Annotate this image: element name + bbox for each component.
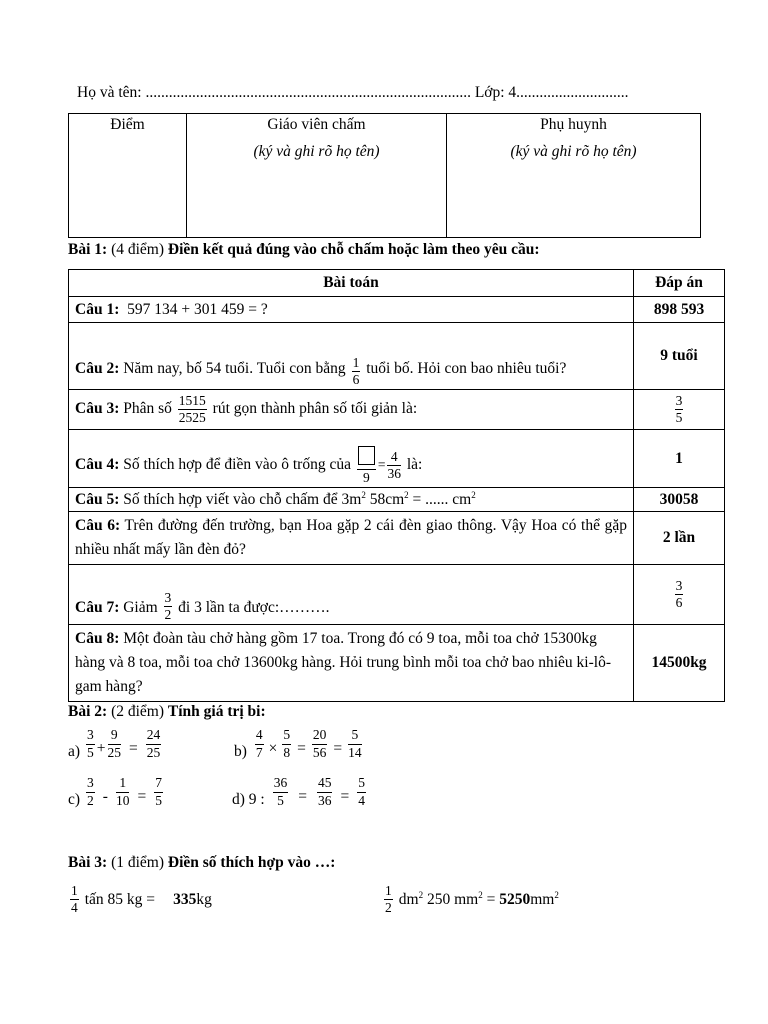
bai2-c-d3: 5 (155, 792, 162, 808)
q1-cell (69, 297, 634, 323)
blank-box (358, 446, 375, 465)
q7-answer (634, 565, 725, 625)
bai2-c-d2: 10 (115, 792, 130, 808)
q2-text-a: Năm nay, bố 54 tuổi. Tuổi con bằng (123, 359, 346, 377)
bai3-points: (1 điểm) (111, 854, 165, 871)
q5-text-b: 58cm (365, 490, 405, 508)
q4-answer: 1 (634, 430, 725, 488)
q3-ans-den: 5 (675, 410, 683, 425)
bai2-d-label: d) 9 : (232, 791, 265, 808)
q5-text-a: Số thích hợp viết vào chỗ chấm để 3m (123, 490, 362, 508)
bai2-c-op: - (102, 788, 108, 805)
bai3-instruction: Điền số thích hợp vào …: (167, 854, 336, 871)
grade-label: Điểm (110, 116, 145, 133)
bai3-2-sup3: 2 (554, 889, 559, 900)
bai2-a-n1: 3 (87, 727, 94, 743)
teacher-cell (187, 114, 447, 238)
bai2-c-d1: 2 (87, 792, 94, 808)
col-problem-header: Bài toán (69, 270, 634, 297)
q4-text-a: Số thích hợp để điền vào ô trống của (123, 455, 351, 473)
q5-label: Câu 5: (75, 490, 120, 508)
bai3-item-1 (68, 884, 212, 915)
bai3-1-answer: 335 (173, 890, 197, 908)
q3-label: Câu 3: (75, 400, 120, 418)
bai2-b-label: b) (234, 743, 247, 760)
bai2-b-eq1: = (297, 740, 306, 757)
table-row (69, 625, 725, 702)
bai2-a-d3: 25 (146, 744, 161, 760)
q5-answer: 30058 (634, 488, 725, 512)
bai3-1-unit: kg (196, 890, 212, 908)
q7-label: Câu 7: (75, 598, 120, 616)
q2-answer: 9 tuổi (634, 323, 725, 390)
bai2-instruction: Tính giá trị bi: (167, 703, 266, 720)
q7-text-b: đi 3 lần ta được:………. (178, 598, 330, 616)
bai2-b-d4: 14 (348, 744, 362, 760)
bai2-d-eq2: = (340, 788, 350, 805)
bai3-1-text: tấn 85 kg = (84, 890, 156, 908)
bai2-b-d3: 56 (312, 744, 327, 760)
bai2-c-n2: 1 (119, 775, 127, 791)
bai2-c-eq: = (137, 788, 147, 805)
bai3-2-sup2: 2 (478, 889, 483, 900)
bai3-2-text-a: dm (398, 890, 419, 908)
q3-cell (69, 390, 634, 430)
bai2-d-n1: 36 (273, 775, 288, 791)
bai2-b-n3: 20 (312, 727, 327, 743)
bai2-c-n1: 3 (87, 775, 94, 791)
bai2-b-eq2: = (333, 740, 343, 757)
q6-text: Trên đường đến trường, bạn Hoa gặp 2 cái đèn giao thông. Vậy Hoa có thể gặp nhiều nhất mấy lần đèn đỏ? (75, 517, 627, 558)
q4-fraction-left (357, 446, 376, 485)
name-class-line: Họ và tên: .................................................................................... Lớp: 4............................. (77, 84, 629, 101)
q2-text-b: tuổi bố. Hỏi con bao nhiêu tuổi? (366, 359, 567, 377)
parent-label: Phụ huynh (540, 116, 607, 133)
table-row (69, 512, 725, 565)
bai2-d-n3: 5 (358, 775, 365, 791)
bai2-a-n3: 24 (146, 727, 161, 743)
bai1-instruction: Điền kết quả đúng vào chỗ chấm hoặc làm theo yêu cầu: (167, 241, 540, 258)
q2-cell (69, 323, 634, 390)
q4-cell (69, 430, 634, 488)
teacher-label: Giáo viên chấm (267, 116, 366, 133)
q6-cell (69, 512, 634, 565)
bai2-a-d2: 25 (107, 744, 122, 760)
bai2-d-d1: 5 (277, 792, 284, 808)
bai2-a-d1: 5 (87, 744, 94, 760)
q3-text-b: rút gọn thành phân số tối giản là: (212, 400, 418, 418)
q6-answer: 2 lần (634, 512, 725, 565)
bai3-1-num: 1 (71, 883, 78, 898)
q4-label: Câu 4: (75, 455, 120, 473)
q4-equals: = (377, 457, 386, 473)
q7-ans-num: 3 (675, 577, 683, 593)
bai2-item-a (68, 727, 163, 761)
q8-answer: 14500kg (634, 625, 725, 702)
q5-sup1: 2 (361, 489, 366, 500)
q3-answer (634, 390, 725, 430)
q3-text-a: Phân số (123, 400, 172, 418)
col-answer-header: Đáp án (634, 270, 725, 297)
q6-label: Câu 6: (75, 517, 121, 534)
q3-ans-num: 3 (675, 392, 683, 408)
q4-num2: 4 (390, 448, 398, 464)
bai3-2-unit: mm (530, 890, 555, 908)
q2-label: Câu 2: (75, 359, 120, 377)
q3-frac-den: 2525 (178, 410, 206, 425)
q5-cell (69, 488, 634, 512)
q5-sup3: 2 (471, 489, 476, 500)
bai3-2-sup1: 2 (418, 889, 424, 900)
bai3-1-den: 4 (71, 900, 78, 916)
bai2-heading (68, 703, 266, 721)
bai3-2-den: 2 (385, 900, 392, 916)
bai2-d-eq1: = (298, 788, 307, 805)
q5-sup2: 2 (404, 489, 409, 500)
q4-den2: 36 (387, 465, 401, 481)
q8-cell (69, 625, 634, 702)
bai2-item-b (234, 727, 364, 761)
q1-label: Câu 1: (75, 300, 120, 318)
bai3-title: Bài 3: (68, 854, 108, 871)
bai2-title: Bài 2: (68, 703, 108, 720)
bai2-b-n4: 5 (351, 727, 359, 743)
q4-fraction-right (387, 450, 401, 481)
bai3-2-text-c: = (482, 890, 500, 908)
bai1-heading (68, 241, 539, 259)
table-row (69, 390, 725, 430)
parent-cell (447, 114, 701, 238)
bai3-item-2 (382, 884, 559, 915)
q7-frac-den: 2 (164, 606, 172, 622)
q7-answer-fraction (675, 579, 684, 610)
bai2-item-c (68, 775, 165, 809)
bai2-d-n2: 45 (317, 775, 332, 791)
bai1-table (68, 269, 725, 702)
q7-frac-num: 3 (164, 589, 172, 605)
q4-den1: 9 (362, 469, 370, 485)
bai2-a-label: a) (68, 743, 81, 760)
grade-cell (69, 114, 187, 238)
q7-cell (69, 565, 634, 625)
table-row (69, 488, 725, 512)
bai2-b-d1: 7 (255, 744, 263, 760)
bai2-d-d3: 4 (358, 792, 365, 808)
q7-text-a: Giảm (123, 598, 158, 616)
bai2-a-op: + (96, 740, 106, 757)
table-row (69, 297, 725, 323)
bai2-c-label: c) (68, 791, 81, 808)
bai2-b-n2: 5 (283, 727, 291, 743)
q2-fraction (352, 356, 361, 387)
bai2-b-n1: 4 (255, 727, 263, 743)
q7-ans-den: 6 (675, 595, 683, 610)
bai2-d-d2: 36 (317, 792, 332, 808)
bai3-2-text-b: 250 mm (423, 890, 479, 908)
q3-frac-num: 1515 (178, 392, 206, 408)
bai1-points: (4 điểm) (111, 241, 165, 258)
table-row (69, 323, 725, 390)
score-table (68, 113, 701, 238)
bai2-b-op: × (268, 740, 278, 757)
q5-text-c: = ...... cm (408, 490, 472, 508)
bai2-points: (2 điểm) (111, 703, 165, 720)
teacher-note: (ký và ghi rõ họ tên) (253, 143, 380, 160)
q2-frac-num: 1 (352, 354, 360, 370)
bai2-item-d (232, 775, 368, 809)
table-row (69, 430, 725, 488)
bai2-c-n3: 7 (155, 775, 162, 791)
q3-answer-fraction (675, 394, 684, 425)
q8-text: Một đoàn tàu chở hàng gồm 17 toa. Trong đó có 9 toa, mỗi toa chở 15300kg hàng và 8 toa, mỗi toa chở 13600kg hàng. Hỏi trung bình mỗi toa chở bao nhiêu ki-lô-gam hàng? (75, 630, 611, 695)
q1-answer: 898 593 (634, 297, 725, 323)
q4-equation (355, 446, 403, 485)
q2-frac-den: 6 (352, 371, 360, 387)
bai3-2-answer: 5250 (499, 890, 531, 908)
q7-fraction (164, 591, 173, 622)
parent-note: (ký và ghi rõ họ tên) (510, 143, 637, 160)
bai3-2-num: 1 (385, 883, 392, 898)
q4-text-b: là: (406, 455, 423, 473)
q8-label: Câu 8: (75, 630, 120, 647)
q3-fraction (178, 394, 207, 425)
bai2-a-n2: 9 (110, 727, 118, 743)
q1-text: 597 134 + 301 459 = ? (127, 300, 268, 318)
bai1-title: Bài 1: (68, 241, 108, 258)
bai3-heading (68, 854, 335, 872)
table-row (69, 565, 725, 625)
bai2-a-eq: = (129, 740, 138, 757)
bai2-b-d2: 8 (283, 744, 291, 760)
